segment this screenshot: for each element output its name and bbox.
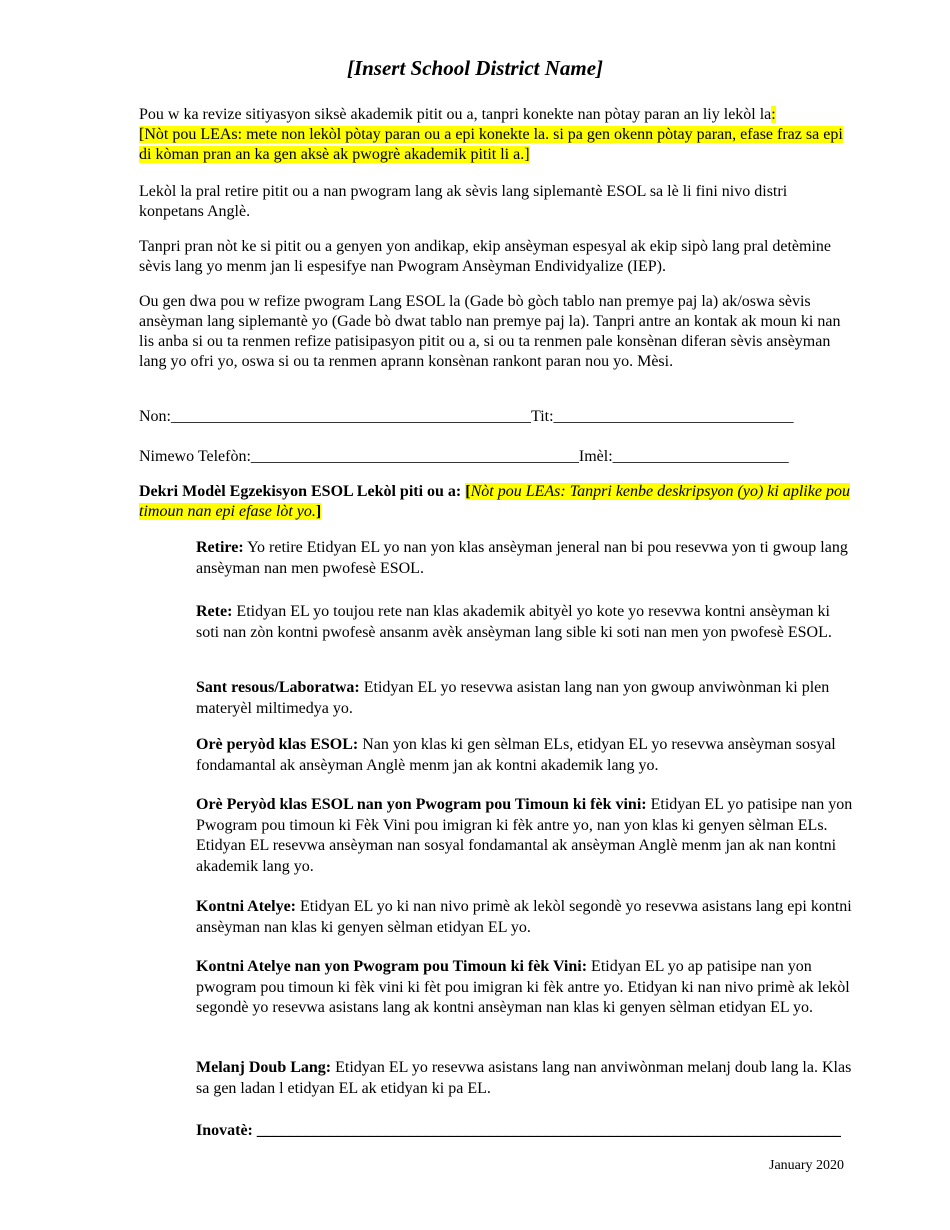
item-description: Nan yon klas ki gen sèlman ELs, etidyan EL yo resevwa ansèyman sosyal fondamantal ak ansèyman Anglè menm jan ak kontni akademik lang yo.	[196, 736, 836, 774]
item-label: Melanj Doub Lang:	[196, 1059, 332, 1076]
item-label: Orè Peryòd klas ESOL nan yon Pwogram pou Timoun ki fèk vini:	[196, 796, 647, 813]
esol-model-heading	[139, 482, 854, 522]
section-note-open: [	[465, 483, 471, 500]
page-title: [Insert School District Name]	[346, 56, 604, 80]
section-heading: Dekri Modèl Egzekisyon ESOL Lekòl piti ou a:	[139, 483, 462, 500]
intro-colon: :	[771, 106, 776, 123]
item-description: Etidyan EL yo ap patisipe nan yon pwogram pou timoun ki fèk vini ki fèt pou imigran ki fèk antre yo. Etidyan ki nan nivo primè ak lekòl segondè yo resevwa asistans lang ak kontni ansèyman nan klas ki genyen sèlman etidyan EL yo.	[196, 958, 850, 1016]
item-label: Sant resous/Laboratwa:	[196, 679, 360, 696]
name-field[interactable]: _____________________________________________	[171, 408, 531, 425]
intro-lea-note: [Nòt pou LEAs: mete non lekòl pòtay paran ou a epi konekte la. si pa gen okenn pòtay paran, efase fraz sa epi di kòman pran an ka gen aksè ak pwogrè akademik pitit li a.]	[139, 126, 843, 163]
item-label: Retire:	[196, 539, 244, 556]
title-field[interactable]: ______________________________	[553, 408, 794, 425]
item-description: Etidyan EL yo resevwa asistan lang nan yon gwoup anviwònman ki plen materyèl miltimedya yo.	[196, 679, 830, 717]
phone-email-row	[139, 447, 829, 467]
footer-date: January 2020	[769, 1158, 845, 1173]
item-label: Inovatè:	[196, 1122, 253, 1139]
phone-label: Nimewo Telefòn:	[139, 448, 251, 465]
item-label: Orè peryòd klas ESOL:	[196, 736, 359, 753]
phone-field[interactable]: _________________________________________	[250, 448, 579, 465]
title-label: Tit:	[531, 408, 554, 425]
item-label: Rete:	[196, 603, 233, 620]
section-note-close: ]	[315, 503, 322, 520]
refusal-rights-paragraph: Ou gen dwa pou w refize pwogram Lang ESOL la (Gade bò gòch tablo nan premye paj la) ak/oswa sèvis ansèyman lang siplemantè yo (Gade bò dwat tablo nan premye paj la). Tanpri antre an kontak ak moun ki nan lis anba si ou ta renmen refize patisipasyon pitit ou a, si ou ta renmen pale konsènan diferan sèvis ansèyman lang yo ofri yo, oswa si ou ta renmen aprann konsènan rankont paran nou yo. Mèsi.	[139, 293, 841, 370]
disability-paragraph: Tanpri pran nòt ke si pitit ou a genyen yon andikap, ekip ansèyman espesyal ak ekip sipò lang pral detèmine sèvis lang yo menm jan li espesifye nan Pwogram Ansèyman Endividyalize (IEP).	[139, 238, 832, 275]
item-description: Etidyan EL yo resevwa asistans lang nan anviwònman melanj doub lang la. Klas sa gen ladan l etidyan EL ak etidyan ki pa EL.	[196, 1059, 852, 1097]
intro-paragraph	[139, 105, 854, 165]
removal-paragraph: Lekòl la pral retire pitit ou a nan pwogram lang ak sèvis lang siplemantè ESOL sa lè li fini nivo distri konpetans Anglè.	[139, 183, 788, 220]
email-label: Imèl:	[578, 448, 613, 465]
name-title-row	[139, 407, 829, 427]
item-label: Kontni Atelye:	[196, 898, 296, 915]
name-label: Non:	[139, 408, 171, 425]
item-description: Etidyan EL yo patisipe nan yon Pwogram pou timoun ki Fèk Vini pou imigran ki fèk antre yo, nan yon klas ki genyen sèlman ELs. Etidyan EL resevwa ansèyman nan sosyal fondamantal ak ansèyman Anglè menm jan ak nan kontni akademik lang yo.	[196, 796, 853, 875]
item-description: Etidyan EL yo toujou rete nan klas akademik abityèl yo kote yo resevwa kontni ansèyman ki soti nan zòn kontni pwofesè ansanm avèk ansèyman lang sible ki soti nan men yon pwofesè ESOL.	[196, 603, 832, 641]
email-field[interactable]: ______________________	[612, 448, 789, 465]
item-description: Etidyan EL yo ki nan nivo primè ak lekòl segondè yo resevwa asistans lang epi kontni ansèyman nan klas ki genyen sèlman etidyan EL yo.	[196, 898, 852, 936]
intro-text: Pou w ka revize sitiyasyon siksè akademik pitit ou a, tanpri konekte nan pòtay paran an liy lekòl la	[139, 106, 772, 123]
item-description: Yo retire Etidyan EL yo nan yon klas ansèyman jeneral nan bi pou resevwa yon ti gwoup lang ansèyman nan men pwofesè ESOL.	[196, 539, 848, 577]
innovator-field[interactable]: _________________________________________________________________________	[256, 1122, 841, 1139]
item-label: Kontni Atelye nan yon Pwogram pou Timoun ki fèk Vini:	[196, 958, 588, 975]
section-lea-note: Nòt pou LEAs: Tanpri kenbe deskripsyon (yo) ki aplike pou timoun nan epi efase lòt yo.	[139, 483, 850, 520]
